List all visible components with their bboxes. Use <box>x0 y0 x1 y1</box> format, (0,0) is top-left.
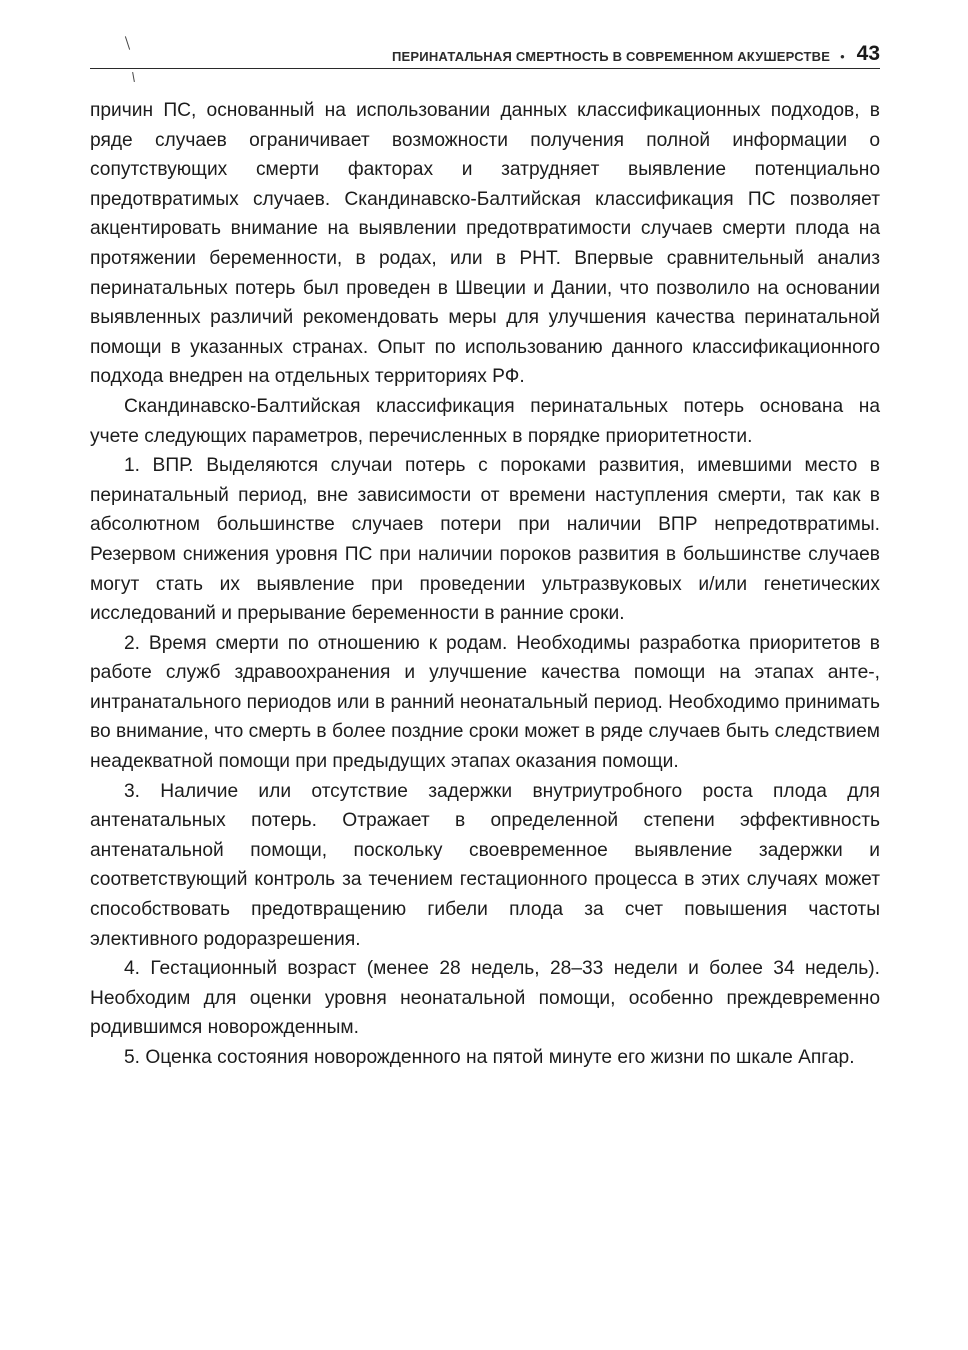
list-item: 2. Время смерти по отношению к родам. Необходимы разработка приоритетов в работе служб здравоохранения и улучшение качества помощи на этапах анте-, интранатального периодов или в ранний неонатальный период. Необходимо принимать во внимание, что смерть в более поздние сроки может в ряде случаев быть следствием неадекватной помощи при предыдущих этапах оказания помощи. <box>90 632 880 773</box>
running-header-bullet: • <box>840 49 845 64</box>
running-header-title: ПЕРИНАТАЛЬНАЯ СМЕРТНОСТЬ В СОВРЕМЕННОМ АКУШЕРСТВЕ <box>392 49 831 64</box>
list-item: 3. Наличие или отсутствие задержки внутриутробного роста плода для антенатальных потерь. Отражает в определенной степени эффективность антенатальной помощи, поскольку своевременное выявление задержки и соответствующий контроль за течением гестационного процесса в этих случаях может способствовать предотвращению гибели плода за счет повышения частоты элективного родоразрешения. <box>90 780 880 950</box>
list-item: 1. ВПР. Выделяются случаи потерь с пороками развития, имевшими место в перинатальный период, вне зависимости от времени наступления смерти, так как в абсолютном большинстве случаев потери при наличии ВПР непредотвратимы. Резервом снижения уровня ПС при наличии пороков развития в большинстве случаев могут стать их выявление при проведении ультразвуковых и/или генетических исследований и прерывание беременности в ранние сроки. <box>90 455 880 625</box>
paragraph: Скандинавско-Балтийская классификация перинатальных потерь основана на учете следующих параметров, перечисленных в порядке приоритетности. <box>90 395 880 447</box>
list-item: 4. Гестационный возраст (менее 28 недель, 28–33 недели и более 34 недель). Необходим для оценки уровня неонатальной помощи, особенно преждевременно родившимся новорожденным. <box>90 958 880 1039</box>
page-number: 43 <box>856 42 880 65</box>
paragraph: причин ПС, основанный на использовании данных классификационных подходов, в ряде случаев ограничивает возможности получения полной информации о сопутствующих смерти факторах и затрудняет выявление потенциально предотвратимых случаев. Скандинавско-Балтийская классификация ПС позволяет акцентировать внимание на выявлении предотвратимости случаев смерти плода на протяжении беременности, в родах, или в РНТ. Впервые сравнительный анализ перинатальных потерь был проведен в Швеции и Дании, что позволило на основании выявленных различий рекомендовать меры для улучшения качества перинатальной помощи в указанных странах. Опыт по использованию данного классификационного подхода внедрен на отдельных территориях РФ. <box>90 100 880 388</box>
body-text <box>90 96 880 1073</box>
running-header <box>90 30 880 69</box>
list-item: 5. Оценка состояния новорожденного на пятой минуте его жизни по шкале Апгар. <box>124 1047 855 1068</box>
scan-mark <box>132 72 135 82</box>
